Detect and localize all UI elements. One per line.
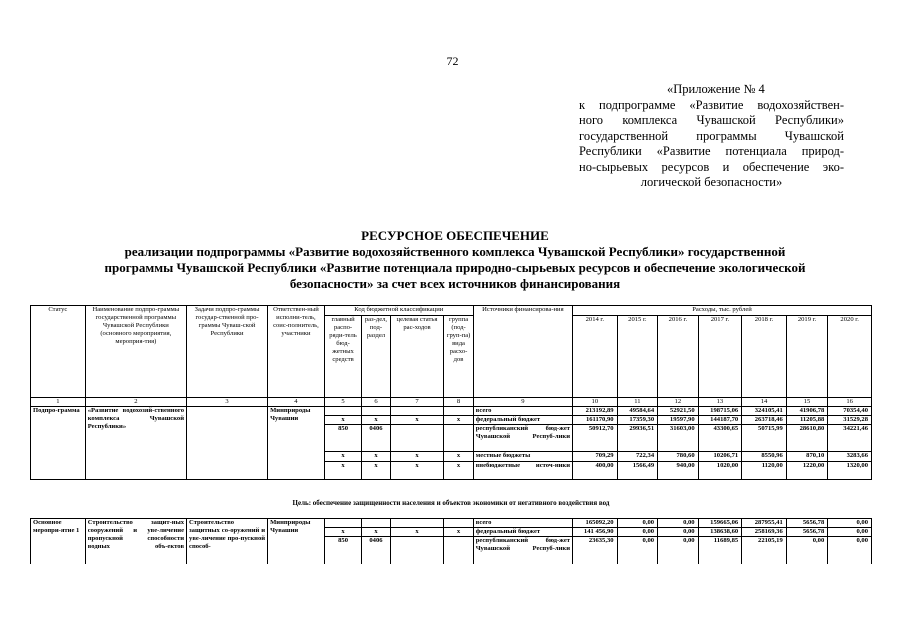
cell-section: х (362, 452, 390, 462)
cell-value: 50715,99 (742, 425, 787, 452)
cell-target: х (390, 416, 444, 425)
cell-value: 11205,88 (786, 416, 828, 425)
cell-value: 43300,65 (698, 425, 742, 452)
cell-gr (324, 407, 361, 416)
cell-value: 1320,00 (828, 462, 872, 480)
header-target: целевая статья рас-ходов (390, 316, 444, 398)
col-number: 9 (473, 398, 572, 407)
cell-section: 0406 (362, 537, 390, 564)
header-status: Статус (31, 306, 86, 398)
header-year: 2015 г. (617, 316, 658, 398)
cell-value: 1566,49 (617, 462, 658, 480)
cell-value: 31603,00 (658, 425, 699, 452)
appendix-note (579, 82, 844, 191)
cell-value: 213192,89 (573, 407, 618, 416)
row-tasks (187, 407, 268, 480)
cell-target (390, 425, 444, 452)
cell-gr: 850 (324, 537, 361, 564)
cell-value: 11689,85 (698, 537, 742, 564)
header-section: раз-дел, под-раздел (362, 316, 390, 398)
cell-group: х (444, 462, 473, 480)
cell-value: 138638,60 (698, 528, 742, 537)
col-number: 8 (444, 398, 473, 407)
header-group: группа (под-груп-па) вида расхо-дов (444, 316, 473, 398)
appendix-line: Республики «Развитие потенциала природ- (579, 144, 844, 158)
cell-value: 0,00 (828, 537, 872, 564)
row-tasks: Строительство защитных со-оружений и уве-личение про-пускной способ- (187, 519, 268, 564)
row-status: Подпро-грамма (31, 407, 86, 480)
cell-value: 0,00 (828, 528, 872, 537)
cell-value: 5656,78 (786, 528, 828, 537)
header-year: 2019 г. (786, 316, 828, 398)
col-number: 15 (786, 398, 828, 407)
cell-value: 159665,06 (698, 519, 742, 528)
cell-value: 161170,90 (573, 416, 618, 425)
cell-target: х (390, 452, 444, 462)
row-name: Строительство защит-ных сооружений и уве-личение пропускной способности водных объ-ектов (85, 519, 186, 564)
cell-gr: х (324, 416, 361, 425)
title-line: безопасности» за счет всех источников финансирования (289, 276, 621, 291)
page-number: 72 (446, 54, 459, 68)
cell-gr (324, 519, 361, 528)
cell-value: 144187,70 (698, 416, 742, 425)
cell-value: 23635,30 (573, 537, 618, 564)
cell-value: 0,00 (617, 528, 658, 537)
title-line: программы Чувашской Республики «Развитие потенциала природно-сырьевых ресурсов и обеспечение экологической (104, 260, 806, 275)
cell-value: 17359,30 (617, 416, 658, 425)
cell-gr: х (324, 462, 361, 480)
header-year: 2020 г. (828, 316, 872, 398)
header-year: 2018 г. (742, 316, 787, 398)
col-number: 2 (85, 398, 186, 407)
col-number: 1 (31, 398, 86, 407)
cell-source: республиканский бюд-жет Чувашской Респуб-лики (473, 425, 572, 452)
header-name: Наименование подпро-граммы государственной программы Чувашской Республики (основного мероприятия, мероприя-тия) (85, 306, 186, 398)
cell-section (362, 519, 390, 528)
appendix-line: логической безопасности» (640, 175, 783, 189)
col-number: 10 (573, 398, 618, 407)
cell-group: х (444, 528, 473, 537)
cell-source: всего (473, 407, 572, 416)
cell-value: 0,00 (658, 528, 699, 537)
row-responsible: Минприроды Чувашии (268, 407, 325, 480)
header-year: 2016 г. (658, 316, 699, 398)
cell-section (362, 407, 390, 416)
row-name: «Развитие водохозяй-ственного комплекса Чувашской Республики» (85, 407, 186, 480)
cell-source: всего (473, 519, 572, 528)
cell-source: внебюджетные источ-ники (473, 462, 572, 480)
cell-value: 165092,20 (573, 519, 618, 528)
cell-value: 22105,19 (742, 537, 787, 564)
cell-value: 870,10 (786, 452, 828, 462)
cell-value: 940,00 (658, 462, 699, 480)
col-number: 4 (268, 398, 325, 407)
cell-value: 400,00 (573, 462, 618, 480)
header-expenses: Расходы, тыс. рублей (573, 306, 872, 316)
cell-source: местные бюджеты (473, 452, 572, 462)
header-year: 2017 г. (698, 316, 742, 398)
goal-line: Цель: обеспечение защищенности населения и объектов экономики от негативного воздействия вод (292, 499, 610, 507)
cell-group: х (444, 416, 473, 425)
header-tasks: Задачи подпро-граммы государ-ственной про-граммы Чуваш-ской Республики (187, 306, 268, 398)
header-budget-code: Код бюджетной классификации (324, 306, 473, 316)
cell-value: 258169,36 (742, 528, 787, 537)
cell-value: 5656,78 (786, 519, 828, 528)
cell-value: 10206,71 (698, 452, 742, 462)
cell-value: 28610,80 (786, 425, 828, 452)
cell-value: 29936,51 (617, 425, 658, 452)
cell-value: 3283,66 (828, 452, 872, 462)
title-line: реализации подпрограммы «Развитие водохозяйственного комплекса Чувашской Республики» государственной (124, 244, 786, 259)
appendix-line: к подпрограмме «Развитие водохозяйствен- (579, 97, 844, 112)
appendix-line: но-сырьевых ресурсов и обеспечение эко- (579, 159, 844, 174)
cell-value: 41906,78 (786, 407, 828, 416)
cell-value: 50912,70 (573, 425, 618, 452)
row-responsible: Минприроды Чувашии (268, 519, 325, 564)
cell-value: 0,00 (658, 537, 699, 564)
appendix-line: «Приложение № 4 (667, 82, 765, 96)
cell-value: 263718,46 (742, 416, 787, 425)
col-number: 6 (362, 398, 390, 407)
appendix-line: государственной программы Чувашской (579, 128, 844, 143)
cell-group (444, 537, 473, 564)
cell-target: х (390, 528, 444, 537)
col-number: 7 (390, 398, 444, 407)
cell-value: 19597,90 (658, 416, 699, 425)
cell-value: 0,00 (617, 537, 658, 564)
cell-value: 1120,00 (742, 462, 787, 480)
cell-group (444, 519, 473, 528)
cell-value: 49584,64 (617, 407, 658, 416)
cell-target (390, 537, 444, 564)
cell-value: 0,00 (617, 519, 658, 528)
cell-group (444, 407, 473, 416)
cell-gr: х (324, 452, 361, 462)
resource-table-top (30, 305, 872, 480)
cell-value: 70354,40 (828, 407, 872, 416)
col-number: 11 (617, 398, 658, 407)
cell-value: 0,00 (828, 519, 872, 528)
cell-value: 287955,41 (742, 519, 787, 528)
cell-value: 34221,46 (828, 425, 872, 452)
cell-source: федеральный бюджет (473, 528, 572, 537)
header-sources: Источники финансирова-ния (473, 306, 572, 398)
cell-section: х (362, 528, 390, 537)
cell-gr: х (324, 528, 361, 537)
cell-value: 722,34 (617, 452, 658, 462)
cell-section: 0406 (362, 425, 390, 452)
cell-target (390, 519, 444, 528)
cell-group (444, 425, 473, 452)
col-number: 12 (658, 398, 699, 407)
col-number: 5 (324, 398, 361, 407)
col-number: 3 (187, 398, 268, 407)
cell-value: 780,60 (658, 452, 699, 462)
cell-value: 0,00 (786, 537, 828, 564)
cell-value: 31529,28 (828, 416, 872, 425)
cell-value: 1220,00 (786, 462, 828, 480)
resource-table-bottom (30, 518, 872, 564)
cell-source: республиканский бюд-жет Чувашской Респуб-лики (473, 537, 572, 564)
cell-source: федеральный бюджет (473, 416, 572, 425)
col-number: 16 (828, 398, 872, 407)
cell-value: 1020,00 (698, 462, 742, 480)
cell-value: 8550,96 (742, 452, 787, 462)
cell-section: х (362, 462, 390, 480)
cell-gr: 850 (324, 425, 361, 452)
cell-value: 324105,41 (742, 407, 787, 416)
cell-value: 0,00 (658, 519, 699, 528)
cell-section: х (362, 416, 390, 425)
header-year: 2014 г. (573, 316, 618, 398)
col-number: 14 (742, 398, 787, 407)
cell-value: 198715,06 (698, 407, 742, 416)
row-status: Основное меропри-ятие 1 (31, 519, 86, 564)
header-responsible: Ответствен-ный исполни-тель, соис-полнитель, участники (268, 306, 325, 398)
cell-target (390, 407, 444, 416)
col-number: 13 (698, 398, 742, 407)
title-line: РЕСУРСНОЕ ОБЕСПЕЧЕНИЕ (361, 228, 549, 243)
cell-value: 52921,50 (658, 407, 699, 416)
appendix-line: ного комплекса Чувашской Республики» (579, 113, 844, 127)
cell-value: 141 456,90 (573, 528, 618, 537)
cell-group: х (444, 452, 473, 462)
cell-value: 709,29 (573, 452, 618, 462)
cell-target: х (390, 462, 444, 480)
document-title (40, 228, 870, 292)
header-gr: главный распо-ряди-тель бюд-жетных средств (324, 316, 361, 398)
